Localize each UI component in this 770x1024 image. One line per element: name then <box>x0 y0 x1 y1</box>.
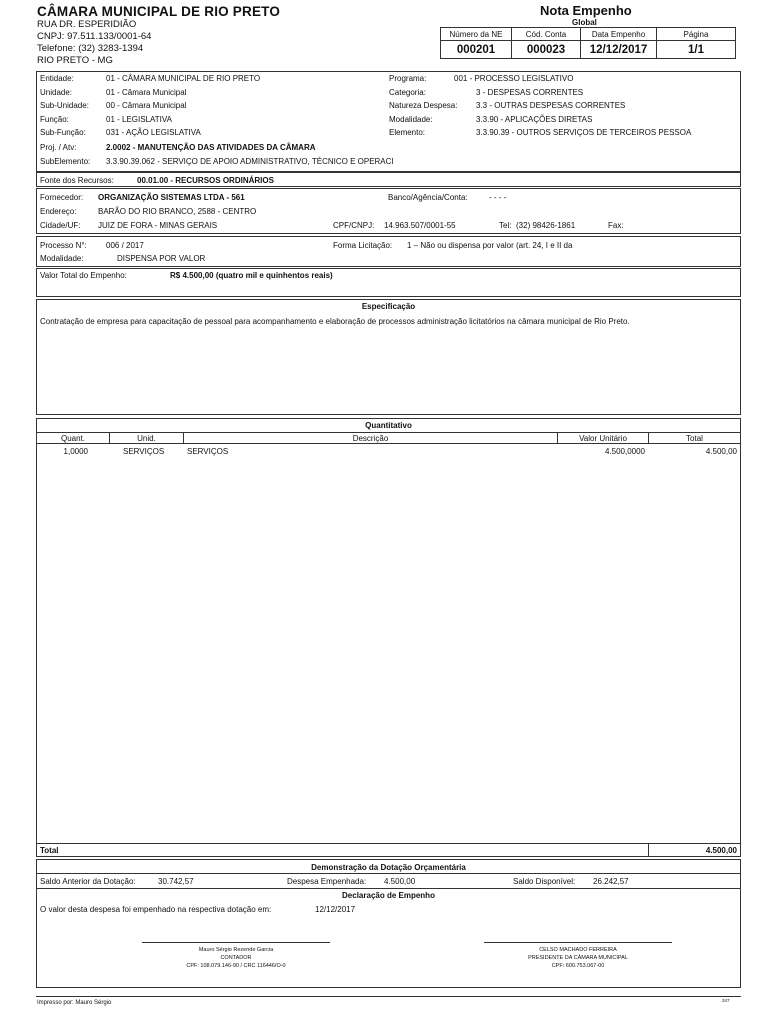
col-valor-unitario-header: Valor Unitário <box>557 432 649 444</box>
cpf-label: CPF/CNPJ: <box>333 221 375 230</box>
signature-role-contador: CONTADOR <box>220 955 252 961</box>
dotacao-divider <box>36 873 741 874</box>
col-descricao-header: Descrição <box>183 432 558 444</box>
funcao-label: Função: <box>40 115 69 124</box>
row-unid: SERVIÇOS <box>123 447 165 456</box>
footer-code: 347 <box>722 998 730 1003</box>
modalidade-value: DISPENSA POR VALOR <box>117 254 206 263</box>
fornecedor-value: ORGANIZAÇÃO SISTEMAS LTDA - 561 <box>98 193 245 202</box>
signature-name-presidente: CELSO MACHADO FERREIRA <box>539 947 617 953</box>
modalidade-desp-label: Modalidade: <box>389 115 433 124</box>
document-subtitle: Global <box>572 18 597 27</box>
row-descricao: SERVIÇOS <box>187 447 229 456</box>
fonte-label: Fonte dos Recursos: <box>40 176 114 185</box>
elemento-value: 3.3.90.39 - OUTROS SERVIÇOS DE TERCEIROS PESSOA <box>476 128 692 137</box>
declaracao-divider <box>36 888 741 889</box>
col-unid-header: Unid. <box>109 432 184 444</box>
valor-total-section <box>36 268 741 297</box>
org-phone: Telefone: (32) 3283-1394 <box>37 43 144 54</box>
document-title: Nota Empenho <box>540 3 632 18</box>
account-code: 000023 <box>512 41 581 59</box>
account-code-label: Cód. Conta <box>512 28 581 41</box>
tel-label: Tel: <box>499 221 512 230</box>
signature-doc-presidente: CPF: 600.753.067-00 <box>551 963 605 969</box>
cidade-value: JUIZ DE FORA - MINAS GERAIS <box>98 221 218 230</box>
entidade-label: Entidade: <box>40 74 74 83</box>
valor-total-value: R$ 4.500,00 (quatro mil e quinhentos reais) <box>170 271 333 280</box>
banco-value: - - - - <box>489 193 507 202</box>
org-address: RUA DR. ESPERIDIÃO <box>37 19 137 30</box>
empenho-date: 12/12/2017 <box>581 41 657 59</box>
row-total: 4.500,00 <box>705 447 737 456</box>
row-valor-unitario: 4.500,0000 <box>604 447 645 456</box>
declaracao-text: O valor desta despesa foi empenhado na respectiva dotação em: <box>40 905 272 914</box>
endereco-label: Endereço: <box>40 207 77 216</box>
cidade-label: Cidade/UF: <box>40 221 81 230</box>
quantitativo-title: Quantitativo <box>365 421 412 430</box>
valor-total-label: Valor Total do Empenho: <box>40 271 127 280</box>
elemento-label: Elemento: <box>389 128 426 137</box>
fonte-value: 00.01.00 - RECURSOS ORDINÁRIOS <box>137 176 274 185</box>
col-total-header: Total <box>648 432 741 444</box>
subelemento-value: 3.3.90.39.062 - SERVIÇO DE APOIO ADMINISTRATIVO, TÉCNICO E OPERACI <box>106 157 394 166</box>
empenho-date-label: Data Empenho <box>581 28 657 41</box>
forma-licitacao-label: Forma Licitação: <box>333 241 393 250</box>
dotacao-title: Demonstração da Dotação Orçamentária <box>311 863 466 872</box>
projativ-label: Proj. / Atv: <box>40 143 77 152</box>
signature-line-contador <box>142 942 330 943</box>
modalidade-desp-value: 3.3.90 - APLICAÇÕES DIRETAS <box>476 115 593 124</box>
row-quant: 1,0000 <box>63 447 88 456</box>
unidade-label: Unidade: <box>40 88 73 97</box>
categoria-label: Categoria: <box>389 88 426 97</box>
natureza-label: Natureza Despesa: <box>389 101 458 110</box>
declaracao-title: Declaração de Empenho <box>342 891 435 900</box>
ne-number: 000201 <box>441 41 512 59</box>
banco-label: Banco/Agência/Conta: <box>388 193 468 202</box>
projativ-value: 2.0002 - MANUTENÇÃO DAS ATIVIDADES DA CÂMARA <box>106 143 316 152</box>
ne-number-label: Número da NE <box>441 28 512 41</box>
fax-label: Fax: <box>608 221 624 230</box>
processo-label: Processo N°: <box>40 241 87 250</box>
tel-value: (32) 98426-1861 <box>516 221 576 230</box>
unidade-value: 01 - Câmara Municipal <box>106 88 187 97</box>
footer-divider <box>36 996 741 997</box>
page-label: Página <box>657 28 736 41</box>
org-cnpj: CNPJ: 97.511.133/0001-64 <box>37 31 152 42</box>
entidade-value: 01 - CÂMARA MUNICIPAL DE RIO PRETO <box>106 74 261 83</box>
saldo-anterior-label: Saldo Anterior da Dotação: <box>40 877 136 886</box>
signature-line-presidente <box>484 942 672 943</box>
saldo-disponivel-label: Saldo Disponível: <box>513 877 576 886</box>
cpf-value: 14.963.507/0001-55 <box>384 221 456 230</box>
subunidade-value: 00 - Câmara Municipal <box>106 101 187 110</box>
declaracao-date: 12/12/2017 <box>315 905 356 914</box>
natureza-value: 3.3 - OUTRAS DESPESAS CORRENTES <box>476 101 626 110</box>
especificacao-text: Contratação de empresa para capacitação de pessoal para acompanhamento e elaboração de processos administração licitatórios na câmara municipal de Rio Preto. <box>40 317 630 326</box>
modalidade-label: Modalidade: <box>40 254 84 263</box>
forma-licitacao-value: 1 – Não ou dispensa por valor (art. 24, I e II da <box>407 241 573 250</box>
despesa-label: Despesa Empenhada: <box>287 877 367 886</box>
funcao-value: 01 - LEGISLATIVA <box>106 115 172 124</box>
categoria-value: 3 - DESPESAS CORRENTES <box>476 88 584 97</box>
signature-role-presidente: PRESIDENTE DA CÂMARA MUNICIPAL <box>528 955 628 961</box>
org-city: RIO PRETO - MG <box>37 55 113 66</box>
programa-label: Programa: <box>389 74 427 83</box>
saldo-disponivel-value: 26.242,57 <box>593 877 629 886</box>
subunidade-label: Sub-Unidade: <box>40 101 89 110</box>
programa-value: 001 - PROCESSO LEGISLATIVO <box>454 74 574 83</box>
subelemento-label: SubElemento: <box>40 157 91 166</box>
processo-value: 006 / 2017 <box>106 241 144 250</box>
signature-name-contador: Mauro Sérgio Rezende Garcia <box>198 947 274 953</box>
signature-doc-contador: CPF: 108.079.146-90 / CRC 116446/O-0 <box>186 963 286 969</box>
saldo-anterior-value: 30.742,57 <box>158 877 194 886</box>
total-row <box>36 843 741 857</box>
fornecedor-label: Fornecedor: <box>40 193 84 202</box>
page-number: 1/1 <box>657 41 736 59</box>
despesa-value: 4.500,00 <box>384 877 416 886</box>
subfuncao-value: 031 - AÇÃO LEGISLATIVA <box>106 128 201 137</box>
org-name: CÂMARA MUNICIPAL DE RIO PRETO <box>37 4 281 19</box>
total-label: Total <box>40 846 59 855</box>
col-quant-header: Quant. <box>36 432 110 444</box>
especificacao-title: Especificação <box>361 302 416 311</box>
endereco-value: BARÃO DO RIO BRANCO, 2588 - CENTRO <box>98 207 257 216</box>
printed-by: Impresso por: Mauro Sérgio <box>37 1000 112 1006</box>
total-value: 4.500,00 <box>705 846 737 855</box>
quantitativo-section <box>36 418 741 857</box>
subfuncao-label: Sub-Função: <box>40 128 86 137</box>
empenho-info-table <box>440 27 736 59</box>
